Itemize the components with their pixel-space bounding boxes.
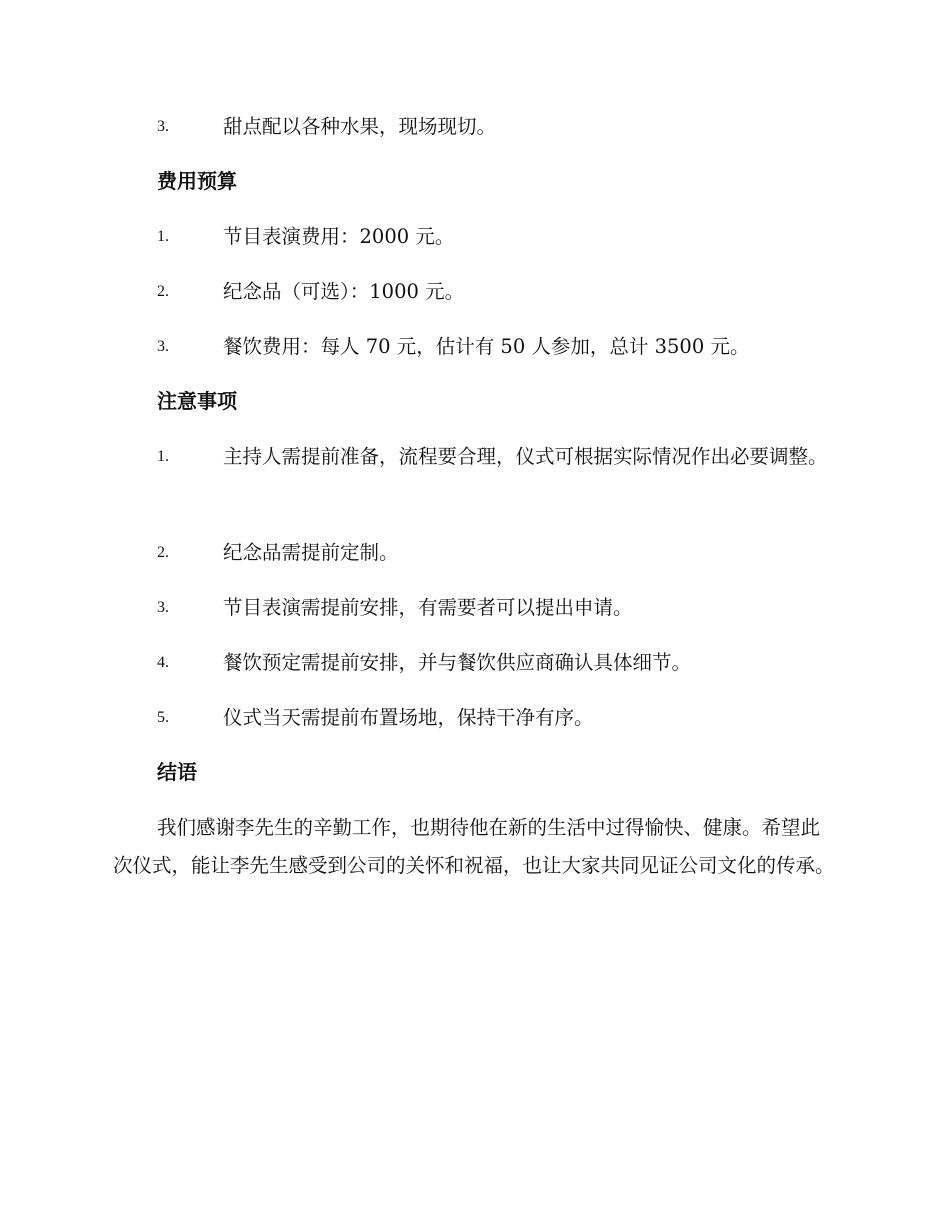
list-text: 纪念品（可选）：1000 元。 <box>223 280 465 303</box>
list-text: 节目表演需提前安排，有需要者可以提出申请。 <box>223 596 633 619</box>
list-item-notes-5 <box>113 699 835 736</box>
list-text: 仪式当天需提前布置场地，保持干净有序。 <box>223 706 594 729</box>
conclusion-paragraph: 我们感谢李先生的辛勤工作，也期待他在新的生活中过得愉快、健康。希望此次仪式，能让李先生感受到公司的关怀和祝福，也让大家共同见证公司文化的传承。 <box>113 816 835 877</box>
list-number: 1. <box>157 228 169 245</box>
section-heading-conclusion: 结语 <box>157 760 197 784</box>
list-text: 甜点配以各种水果，现场现切。 <box>223 115 497 138</box>
list-number: 5. <box>157 709 169 726</box>
list-text: 餐饮费用：每人 70 元，估计有 50 人参加，总计 3500 元。 <box>223 335 750 358</box>
list-number: 3. <box>157 338 169 355</box>
list-item-budget-3 <box>113 328 835 365</box>
list-text: 主持人需提前准备，流程要合理，仪式可根据实际情况作出必要调整。 <box>223 445 828 468</box>
list-number: 3. <box>157 118 169 135</box>
list-item-notes-2 <box>113 534 835 571</box>
list-item-budget-2 <box>113 273 835 310</box>
list-item-notes-3 <box>113 589 835 626</box>
list-item-budget-1 <box>113 218 835 255</box>
list-item-dessert <box>113 108 835 145</box>
list-number: 3. <box>157 599 169 616</box>
list-number: 4. <box>157 654 169 671</box>
list-text: 纪念品需提前定制。 <box>223 541 399 564</box>
list-number: 1. <box>157 448 169 465</box>
section-heading-budget: 费用预算 <box>157 169 237 193</box>
list-text: 节目表演费用：2000 元。 <box>223 225 455 248</box>
list-item-notes-1 <box>113 438 835 475</box>
list-number: 2. <box>157 544 169 561</box>
list-number: 2. <box>157 283 169 300</box>
section-heading-notes: 注意事项 <box>157 389 237 413</box>
list-text: 餐饮预定需提前安排，并与餐饮供应商确认具体细节。 <box>223 651 692 674</box>
list-item-notes-4 <box>113 644 835 681</box>
